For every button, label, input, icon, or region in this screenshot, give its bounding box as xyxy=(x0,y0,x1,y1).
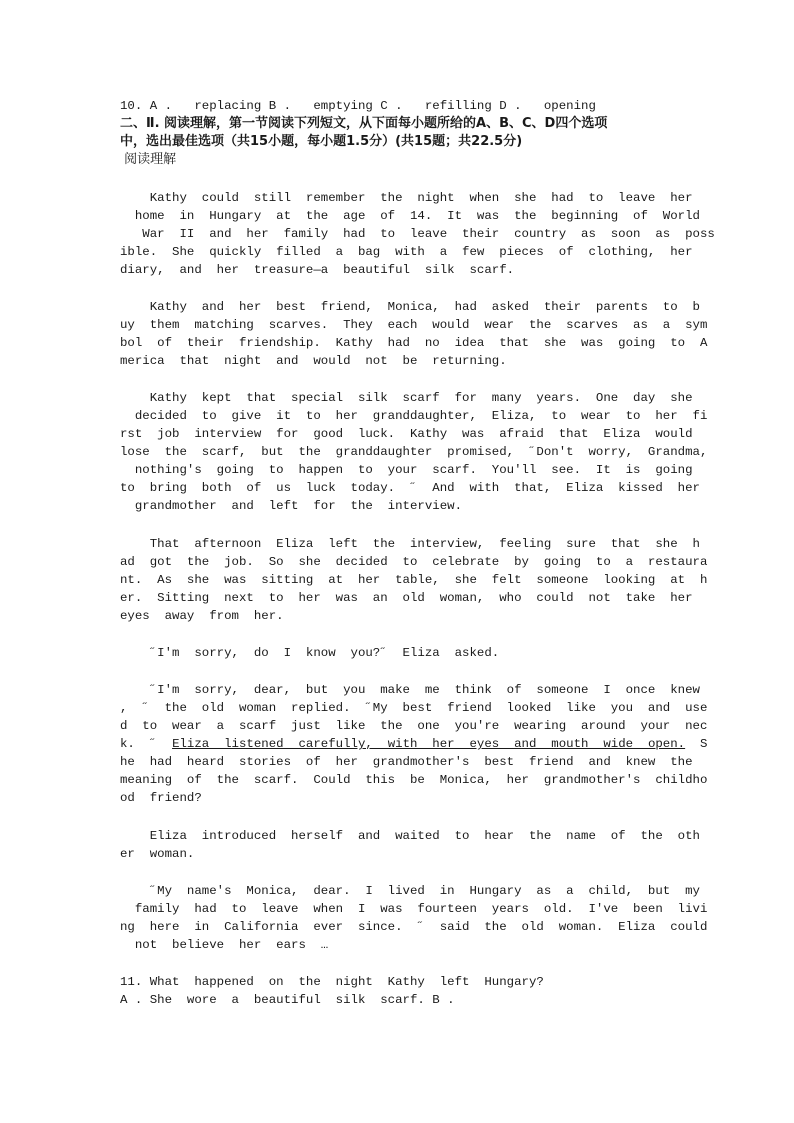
question-10-options: 10. A . replacing B . emptying C . refilling D . opening xyxy=(120,99,596,113)
passage-line: , ˝ the old woman replied. ˝My best friend looked like you and use xyxy=(120,701,708,715)
passage-line: uy them matching scarves. They each would wear the scarves as a sym xyxy=(120,318,708,332)
passage-text: k. ˝ xyxy=(120,737,173,751)
passage-line: grandmother and left for the interview. xyxy=(120,499,463,513)
passage-line: family had to leave when I was fourteen years old. I've been livi xyxy=(120,902,708,916)
passage-line: That afternoon Eliza left the interview, feeling sure that she h xyxy=(120,537,700,551)
passage-line: er. Sitting next to her was an old woman, who could not take her xyxy=(120,591,693,605)
passage-line: to bring both of us luck today. ˝ And with that, Eliza kissed her xyxy=(120,481,700,495)
passage-line: lose the scarf, but the granddaughter promised, ˝Don't worry, Grandma, xyxy=(120,445,708,459)
passage-line: ˝I'm sorry, do I know you?˝ Eliza asked. xyxy=(120,646,500,660)
passage-line: merica that night and would not be returning. xyxy=(120,354,507,368)
passage-line: ng here in California ever since. ˝ said the old woman. Eliza could xyxy=(120,920,708,934)
passage-line: d to wear a scarf just like the one you're wearing around your nec xyxy=(120,719,708,733)
question-11-options: A . She wore a beautiful silk scarf. B . xyxy=(120,993,455,1007)
passage-line: home in Hungary at the age of 14. It was the beginning of World xyxy=(120,209,700,223)
passage-line: Kathy could still remember the night when she had to leave her xyxy=(120,191,693,205)
passage-line: ˝My name's Monica, dear. I lived in Hungary as a child, but my xyxy=(120,884,700,898)
passage-line: ad got the job. So she decided to celebrate by going to a restaura xyxy=(120,555,708,569)
passage-line: not believe her ears … xyxy=(120,938,329,952)
passage-line: War II and her family had to leave their country as soon as poss xyxy=(120,227,715,241)
section-heading-line1: 二、Ⅱ. 阅读理解，第一节阅读下列短文，从下面每小题所给的A、B、C、D四个选项 xyxy=(120,116,608,131)
passage-line: he had heard stories of her grandmother's best friend and knew the xyxy=(120,755,693,769)
passage-line: er woman. xyxy=(120,847,195,861)
passage-line: bol of their friendship. Kathy had no idea that she was going to A xyxy=(120,336,708,350)
passage-line: Eliza introduced herself and waited to hear the name of the oth xyxy=(120,829,700,843)
passage-line: nothing's going to happen to your scarf. You'll see. It is going xyxy=(120,463,693,477)
passage-line: nt. As she was sitting at her table, she felt someone looking at h xyxy=(120,573,708,587)
passage-line-with-underline xyxy=(120,735,708,753)
passage-line: rst job interview for good luck. Kathy was afraid that Eliza would xyxy=(120,427,693,441)
passage-line: decided to give it to her granddaughter, Eliza, to wear to her fi xyxy=(120,409,708,423)
passage-line: diary, and her treasure—a beautiful silk scarf. xyxy=(120,263,515,277)
passage-line: ˝I'm sorry, dear, but you make me think of someone I once knew xyxy=(120,683,700,697)
passage-line: od friend? xyxy=(120,791,202,805)
passage-line: Kathy and her best friend, Monica, had asked their parents to b xyxy=(120,300,700,314)
passage-line: eyes away from her. xyxy=(120,609,284,623)
passage-line: Kathy kept that special silk scarf for many years. One day she xyxy=(120,391,693,405)
underlined-sentence: Eliza listened carefully, with her eyes and mouth wide open. xyxy=(172,737,686,751)
passage-text: S xyxy=(685,737,708,751)
passage-line: ible. She quickly filled a bag with a few pieces of clothing, her xyxy=(120,245,693,259)
section-heading-line2: 中，选出最佳选项（共15小题，每小题1.5分）(共15题；共22.5分) xyxy=(120,134,523,149)
passage-line: meaning of the scarf. Could this be Monica, her grandmother's childho xyxy=(120,773,708,787)
section-subheading: 阅读理解 xyxy=(120,152,177,167)
question-11-stem: 11. What happened on the night Kathy left Hungary? xyxy=(120,975,544,989)
